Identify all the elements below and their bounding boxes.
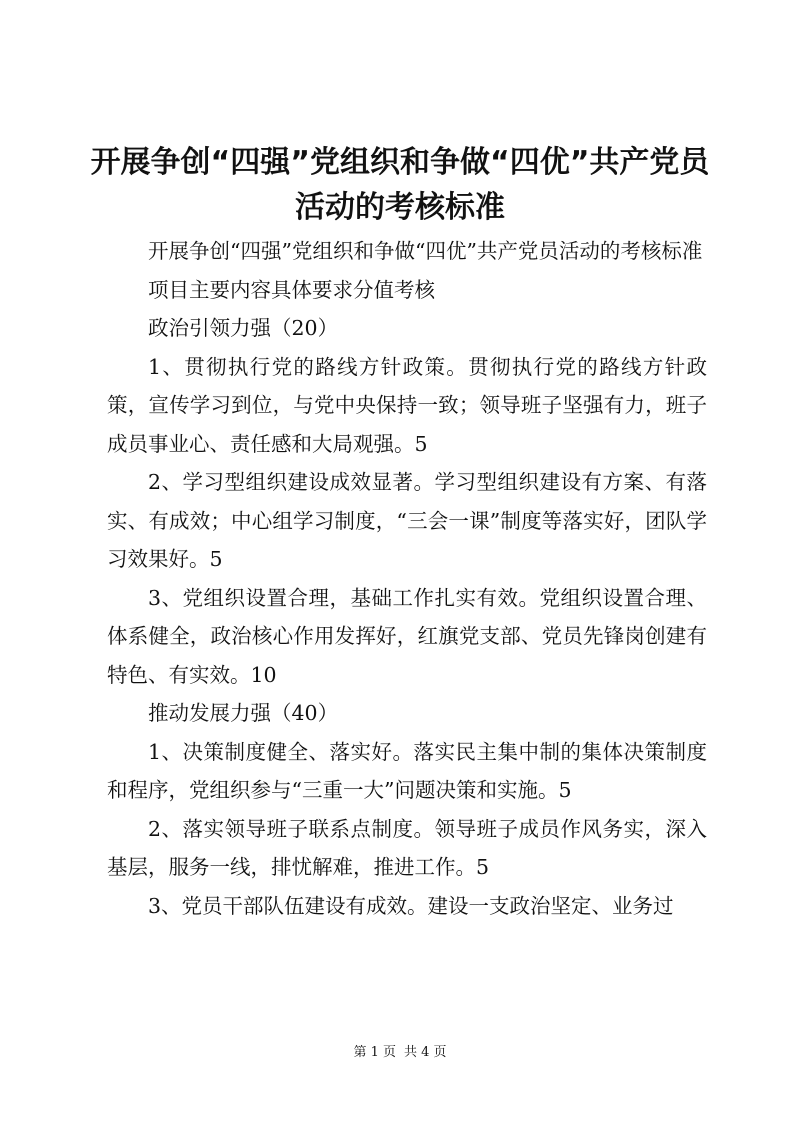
page-footer xyxy=(0,1045,800,1061)
paragraph-item: 1、决策制度健全、落实好。落实民主集中制的集体决策制度和程序，党组织参与“三重一大”问题决策和实施。5 xyxy=(107,739,707,802)
paragraph-title-repeat: 开展争创“四强”党组织和争做“四优”共产党员活动的考核标准 xyxy=(148,239,703,263)
document-body xyxy=(107,232,707,925)
document-title: 开展争创“四强”党组织和争做“四优”共产党员活动的考核标准 xyxy=(90,145,710,225)
paragraph-item: 2、落实领导班子联系点制度。领导班子成员作风务实，深入基层，服务一线，排忧解难，推进工作。5 xyxy=(107,816,707,879)
paragraph-section-development: 推动发展力强（40） xyxy=(148,701,339,725)
paragraph-item: 1、贯彻执行党的路线方针政策。贯彻执行党的路线方针政策，宣传学习到位，与党中央保持一致；领导班子坚强有力，班子成员事业心、责任感和大局观强。5 xyxy=(107,354,707,456)
paragraph-item: 3、党组织设置合理，基础工作扎实有效。党组织设置合理、体系健全，政治核心作用发挥好，红旗党支部、党员先锋岗创建有特色、有实效。10 xyxy=(107,585,707,687)
paragraph-item: 2、学习型组织建设成效显著。学习型组织建设有方案、有落实、有成效；中心组学习制度，“三会一课”制度等落实好，团队学习效果好。5 xyxy=(107,470,707,571)
paragraph-section-political: 政治引领力强（20） xyxy=(148,316,339,340)
page-total: 共 4 页 xyxy=(404,1045,447,1060)
page-number: 第 1 页 xyxy=(353,1045,396,1060)
paragraph-table-header: 项目主要内容具体要求分值考核 xyxy=(148,277,435,302)
paragraph-item: 3、党员干部队伍建设有成效。建设一支政治坚定、业务过 xyxy=(148,893,674,918)
